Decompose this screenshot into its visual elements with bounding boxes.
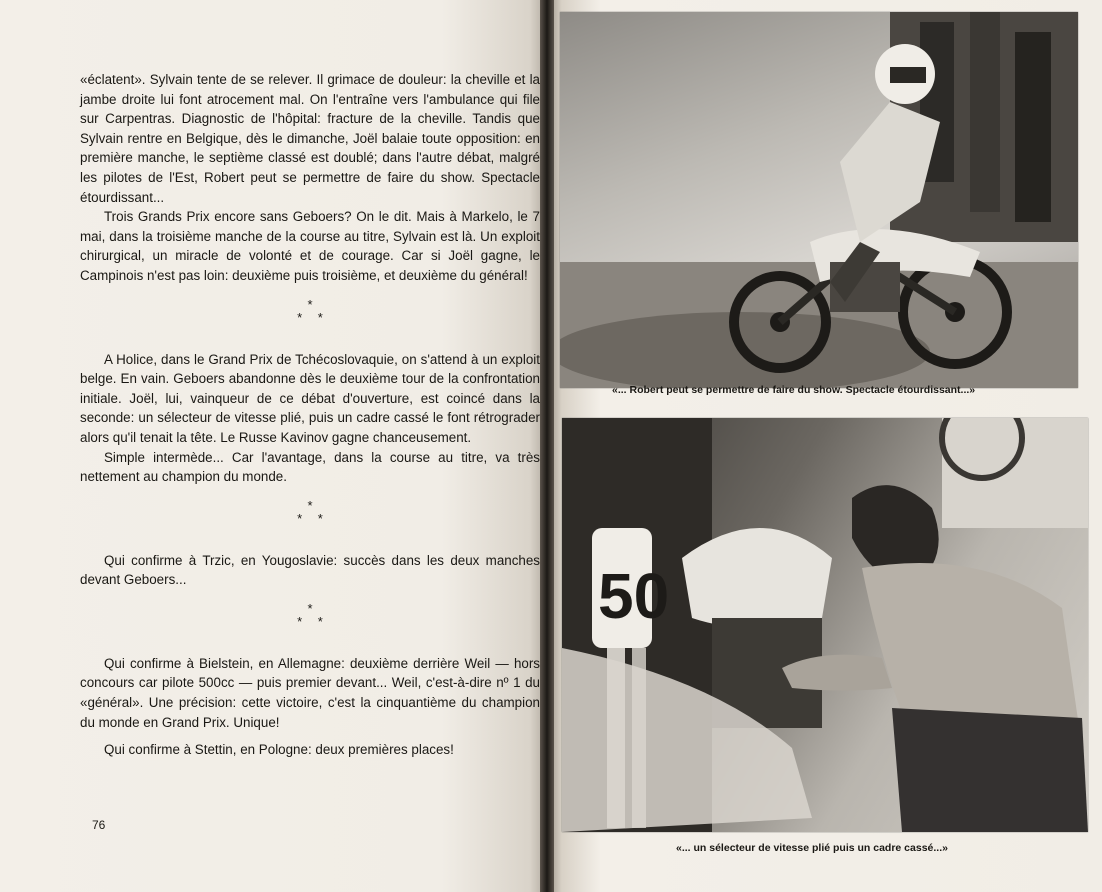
paragraph-7: Qui confirme à Stettin, en Pologne: deux premières places! bbox=[104, 742, 454, 758]
photo-mechanic-repair-illustration bbox=[562, 418, 1088, 832]
photo-caption-top: «... Robert peut se permettre de faire du show. Spectacle étourdissant...» bbox=[612, 384, 976, 396]
paragraph-3: A Holice, dans le Grand Prix de Tchécoslovaquie, on s'attend à un exploit belge. En vain. Geboers abandonne dès le deuxième tour de la confrontation initiale. Joël, lui, vainqueur de ce débat d'ouverture, est coincé dans la seconde: un sélecteur de vitesse plié, puis un cadre cassé le font rétrograder alors qu'il tenait la tête. Le Russe Kavinov gagne chanceusement. bbox=[80, 351, 540, 445]
plate-number: 50 bbox=[598, 560, 670, 632]
page-number: 76 bbox=[92, 818, 106, 832]
photo-rider-jump bbox=[560, 12, 1078, 388]
section-separator-3: * * * bbox=[297, 600, 329, 629]
paragraph-4: Simple intermède... Car l'avantage, dans la course au titre, va très nettement au champion du monde. bbox=[80, 449, 540, 485]
book-gutter bbox=[540, 0, 554, 892]
body-text bbox=[80, 70, 540, 760]
photo-mechanic-repair bbox=[562, 418, 1088, 832]
paragraph-2: Trois Grands Prix encore sans Geboers? On le dit. Mais à Markelo, le 7 mai, dans la troisième manche de la course au titre, Sylvain est là. Un exploit chirurgical, un miracle de volonté et de courage. Car si Joël gagne, le Campinois n'est pas loin: deuxième puis troisième, et deuxième du général! bbox=[80, 209, 540, 283]
photo-rider-jump-illustration bbox=[560, 12, 1078, 388]
paragraph-1: «éclatent». Sylvain tente de se relever. Il grimace de douleur: la cheville et la jambe droite lui font atrocement mal. On l'entraîne vers l'ambulance qui file sur Carpentras. Diagnostic de l'hôpital: fracture de la cheville. Tandis que Sylvain rentre en Belgique, dès le dimanche, Joël balaie toute opposition: en première manche, le septième classé est doublé; dans l'autre débat, malgré les pilotes de l'Est, Robert peut se permettre de faire du show. Spectacle étourdissant... bbox=[80, 72, 540, 205]
section-separator-2: * * * bbox=[297, 497, 329, 526]
section-separator-1: * * * bbox=[297, 296, 329, 325]
paragraph-5: Qui confirme à Trzic, en Yougoslavie: succès dans les deux manches devant Geboers... bbox=[80, 552, 540, 588]
photo-caption-bottom: «... un sélecteur de vitesse plié puis un cadre cassé...» bbox=[676, 842, 948, 854]
paragraph-6: Qui confirme à Bielstein, en Allemagne: deuxième derrière Weil — hors concours car pilote 500cc — puis premier devant... Weil, c'est-à-dire nº 1 du «général». Une précision: cette victoire, c'est la cinquantième du champion du monde en Grand Prix. Unique! bbox=[80, 655, 540, 730]
